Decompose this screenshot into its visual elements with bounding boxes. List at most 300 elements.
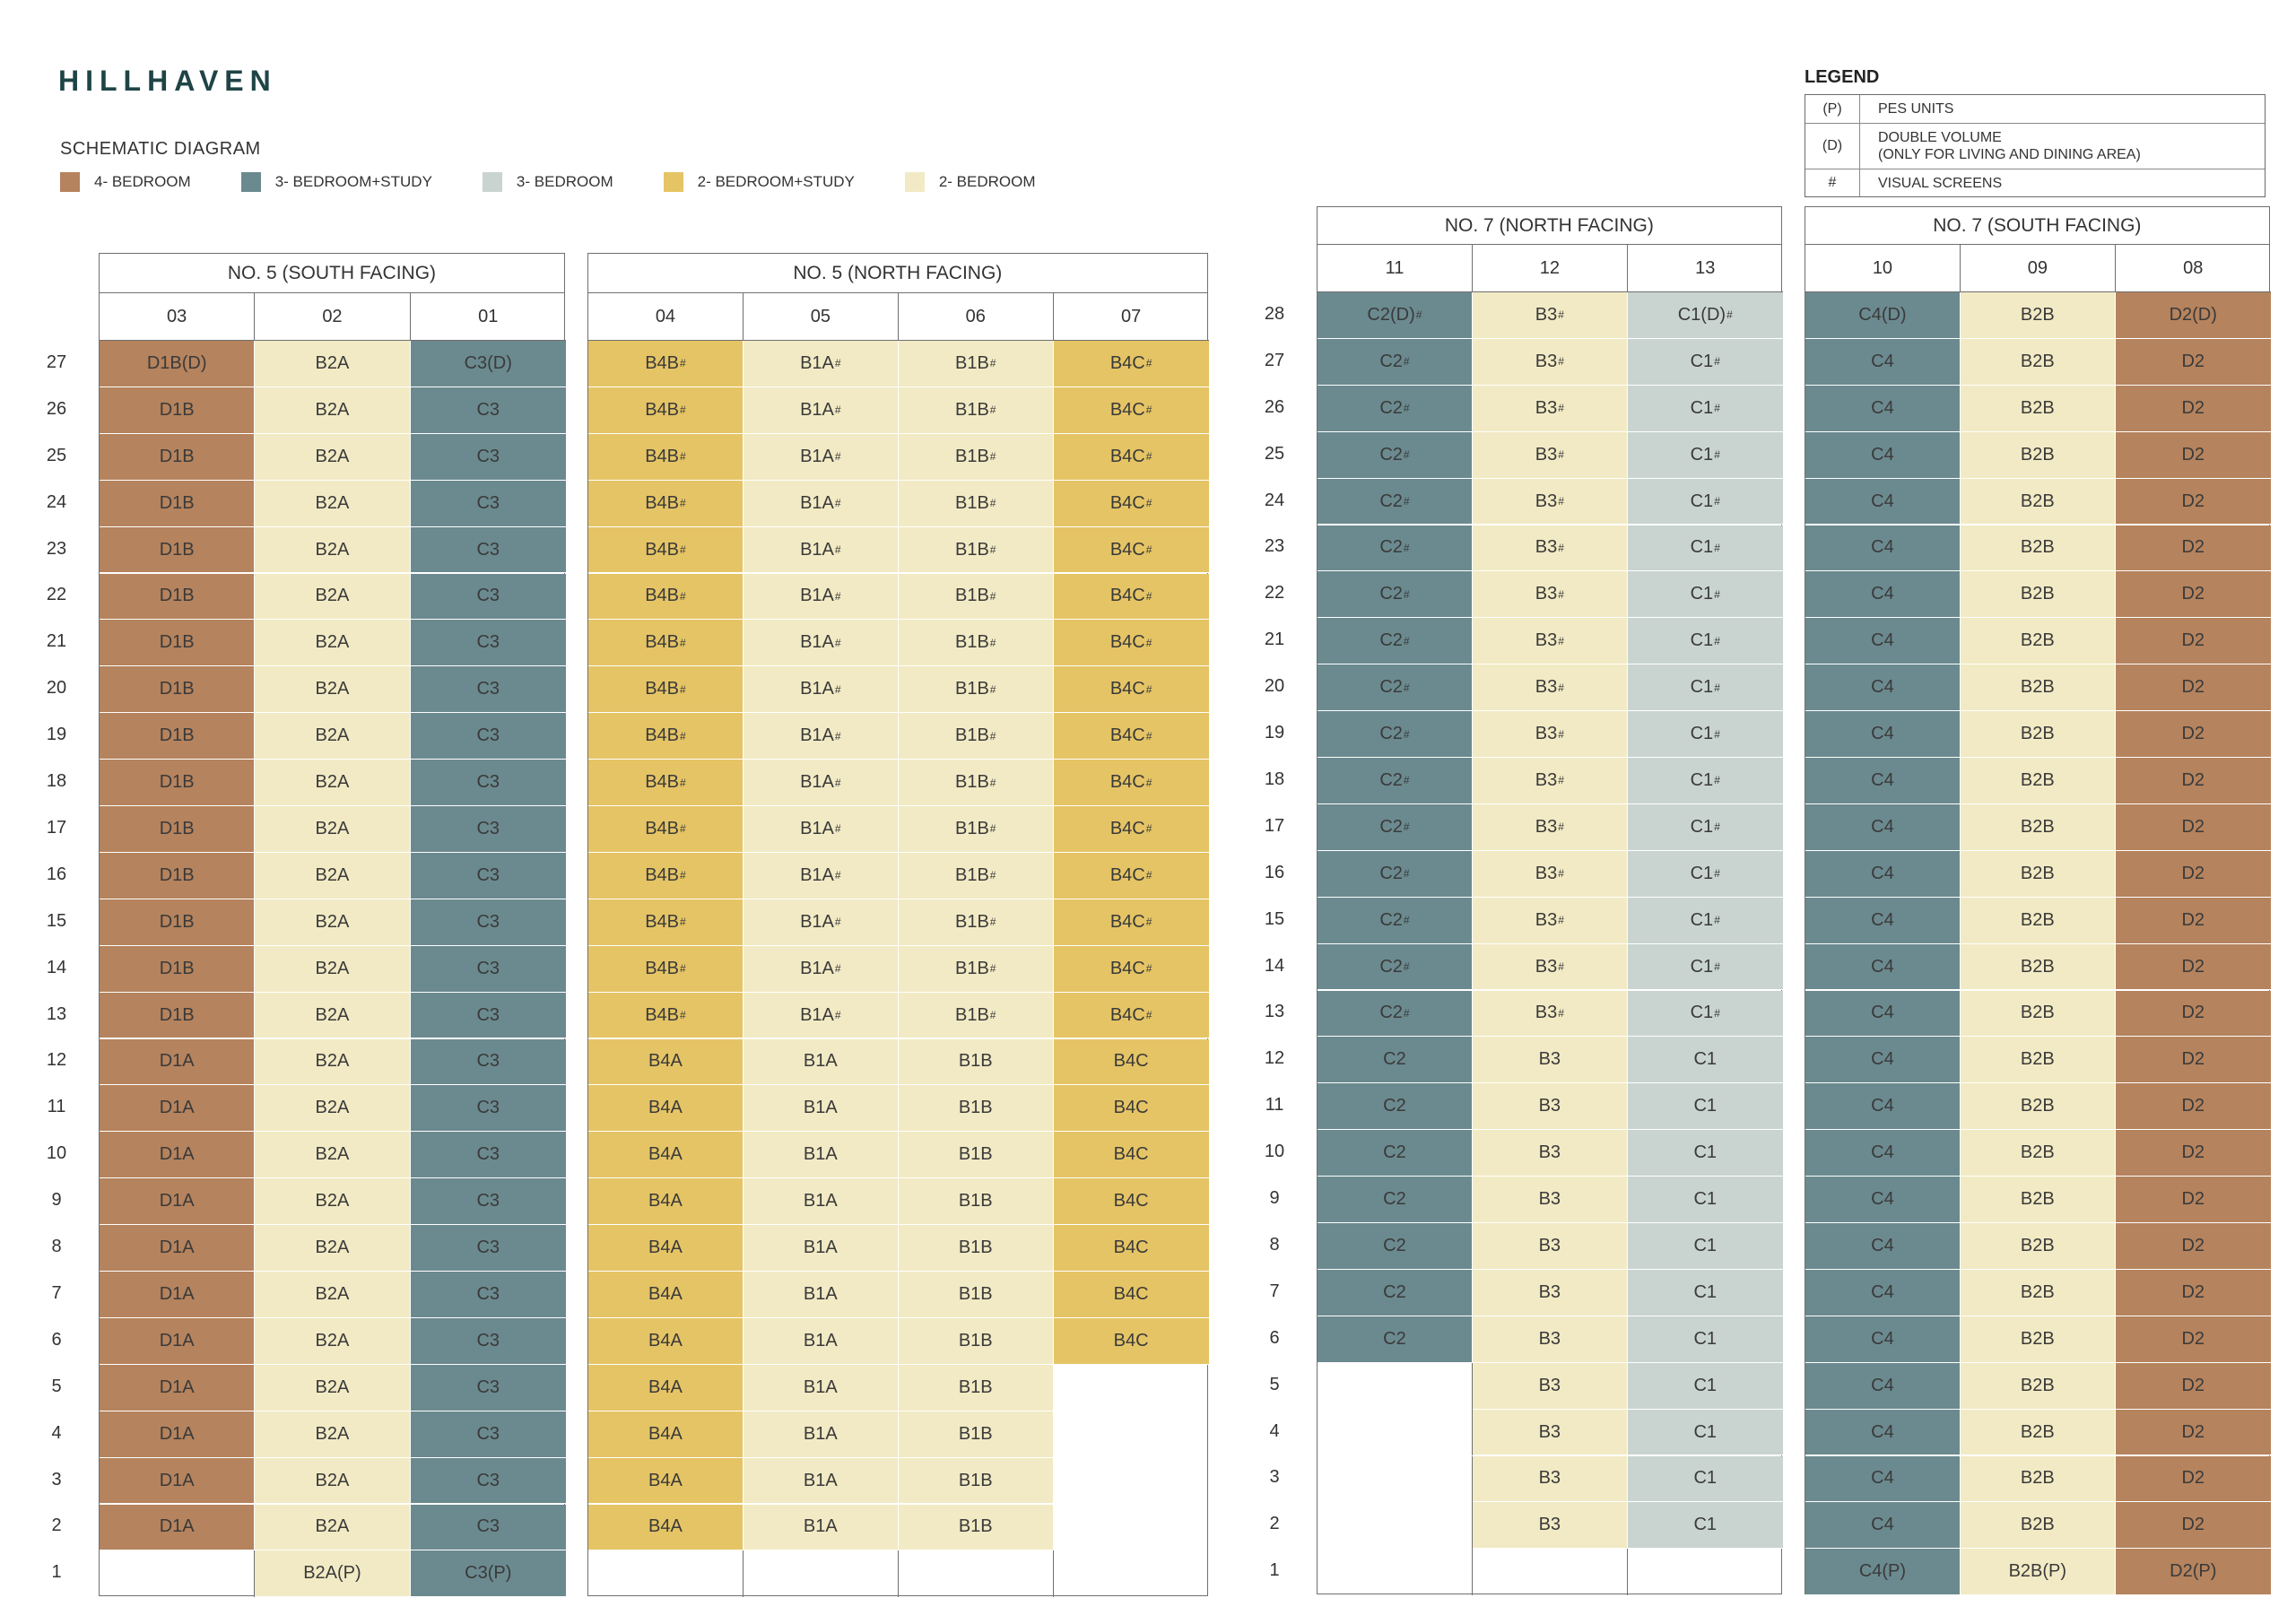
unit-cell: D1B <box>100 760 255 806</box>
unit-cell: B1B <box>899 1365 1054 1411</box>
tower-block-4 <box>1805 206 2270 1594</box>
unit-cell: B1A # <box>744 666 899 713</box>
unit-cell: D2 <box>2116 1177 2271 1223</box>
unit-cell: C3 <box>411 1225 566 1272</box>
unit-cell: D1B <box>100 713 255 760</box>
unit-cell: D2 <box>2116 898 2271 944</box>
unit-cell: B2B <box>1961 479 2116 525</box>
legend-swatch <box>664 172 683 192</box>
stack-header: 12 <box>1473 245 1628 292</box>
unit-cell: B3 # <box>1473 758 1628 804</box>
unit-cell: B2B <box>1961 386 2116 432</box>
floor-label: 23 <box>1264 536 1285 557</box>
floor-label: 5 <box>51 1376 62 1396</box>
unit-cell: D2 <box>2116 432 2271 479</box>
floor-label: 18 <box>46 771 67 792</box>
stack-header: 11 <box>1318 245 1473 292</box>
unit-cell: C3 <box>411 1458 566 1505</box>
unit-cell: C2 <box>1318 1037 1473 1083</box>
floor-label: 20 <box>46 678 67 699</box>
empty-cell <box>1318 1502 1473 1549</box>
floor-label: 10 <box>46 1143 67 1164</box>
legend-title: LEGEND <box>1805 67 1880 87</box>
unit-cell: B3 <box>1473 1083 1628 1130</box>
floor-label: 12 <box>1264 1048 1285 1069</box>
unit-cell: B4C <box>1054 1178 1209 1225</box>
unit-cell: D1B <box>100 899 255 946</box>
unit-cell: B2B <box>1961 571 2116 618</box>
unit-cell: B1A # <box>744 806 899 853</box>
unit-cell: B2A(P) <box>255 1550 410 1597</box>
unit-cell: B4B # <box>588 713 744 760</box>
unit-cell: D1A <box>100 1039 255 1086</box>
unit-cell: B1B # <box>899 527 1054 574</box>
legend-label: 2- BEDROOM+STUDY <box>697 173 855 190</box>
floor-label: 19 <box>46 725 67 745</box>
unit-cell: B4A <box>588 1411 744 1458</box>
unit-cell: C1 # <box>1628 571 1783 618</box>
unit-cell: D2 <box>2116 1083 2271 1130</box>
unit-cell: D2 <box>2116 851 2271 898</box>
floor-label: 26 <box>46 398 67 419</box>
stack-header: 05 <box>744 293 899 341</box>
unit-cell: D2 <box>2116 1130 2271 1177</box>
unit-cell: B3 # <box>1473 386 1628 432</box>
unit-cell: C4 <box>1805 711 1961 758</box>
unit-cell: B3 # <box>1473 525 1628 572</box>
unit-cell: C3 <box>411 1318 566 1365</box>
legend-description-line: DOUBLE VOLUME <box>1878 130 2002 145</box>
unit-cell: B2B <box>1961 1270 2116 1316</box>
unit-cell: B3 <box>1473 1502 1628 1549</box>
empty-cell <box>1054 1411 1209 1458</box>
floor-label: 1 <box>51 1562 62 1583</box>
empty-cell <box>1318 1410 1473 1456</box>
unit-cell: B1A <box>744 1458 899 1505</box>
unit-cell: B4C # <box>1054 341 1209 387</box>
unit-cell: D2 <box>2116 991 2271 1038</box>
unit-cell: B2B <box>1961 804 2116 851</box>
unit-cell: C3 <box>411 1272 566 1318</box>
unit-cell: B2A <box>255 574 410 621</box>
unit-cell: B2B <box>1961 991 2116 1038</box>
unit-cell: B2A <box>255 946 410 993</box>
unit-cell: B1B # <box>899 946 1054 993</box>
unit-cell: C3 <box>411 1365 566 1411</box>
unit-cell: B1A # <box>744 853 899 899</box>
unit-cell: B3 # <box>1473 898 1628 944</box>
unit-cell: C3 <box>411 1505 566 1551</box>
unit-cell: B4C <box>1054 1085 1209 1132</box>
unit-cell: D2 <box>2116 1502 2271 1549</box>
floor-label: 9 <box>51 1190 62 1211</box>
unit-cell: C4 <box>1805 898 1961 944</box>
unit-cell: B4B # <box>588 666 744 713</box>
unit-cell: C2(D) # <box>1318 292 1473 339</box>
empty-cell <box>1318 1456 1473 1503</box>
stack-header: 02 <box>255 293 410 341</box>
unit-cell: D2 <box>2116 1270 2271 1316</box>
empty-cell <box>1628 1549 1783 1595</box>
legend-description <box>1860 169 2265 196</box>
legend-item <box>241 172 432 192</box>
schematic-title: SCHEMATIC DIAGRAM <box>60 139 261 159</box>
floor-label: 15 <box>46 910 67 931</box>
unit-cell: C1 <box>1628 1410 1783 1456</box>
unit-cell: C1 <box>1628 1223 1783 1270</box>
empty-cell <box>899 1550 1054 1597</box>
stack-header: 07 <box>1054 293 1209 341</box>
unit-cell: B1B # <box>899 434 1054 481</box>
unit-cell: B1B <box>899 1132 1054 1178</box>
unit-cell: B4B # <box>588 620 744 666</box>
floor-label: 7 <box>51 1282 62 1303</box>
unit-cell: B2A <box>255 1272 410 1318</box>
legend-description-line: (ONLY FOR LIVING AND DINING AREA) <box>1878 147 2141 162</box>
unit-cell: C3 <box>411 434 566 481</box>
unit-cell: B1B <box>899 1411 1054 1458</box>
unit-cell: B4C <box>1054 1318 1209 1365</box>
unit-cell: C1 # <box>1628 386 1783 432</box>
floor-label: 17 <box>1264 815 1285 836</box>
unit-cell: C4 <box>1805 804 1961 851</box>
floor-label: 13 <box>1264 1002 1285 1022</box>
unit-cell: B3 # <box>1473 664 1628 711</box>
unit-cell: B4C # <box>1054 993 1209 1039</box>
empty-cell <box>1054 1365 1209 1411</box>
unit-cell: D1B <box>100 574 255 621</box>
unit-cell: B1A # <box>744 574 899 621</box>
unit-cell: D1B <box>100 993 255 1039</box>
floor-label: 3 <box>1269 1467 1280 1488</box>
unit-cell: C4 <box>1805 1177 1961 1223</box>
floor-label: 2 <box>1269 1514 1280 1534</box>
floor-label: 20 <box>1264 676 1285 697</box>
unit-cell: C1 # <box>1628 758 1783 804</box>
legend-description <box>1860 124 2265 169</box>
unit-cell: B1B # <box>899 620 1054 666</box>
unit-cell: B2B <box>1961 618 2116 664</box>
legend-item <box>664 172 855 192</box>
unit-cell: B4C <box>1054 1225 1209 1272</box>
unit-cell: C1 <box>1628 1316 1783 1363</box>
unit-cell: B2B <box>1961 1130 2116 1177</box>
unit-cell: B3 # <box>1473 618 1628 664</box>
unit-cell: D1A <box>100 1085 255 1132</box>
unit-cell: B4A <box>588 1085 744 1132</box>
unit-cell: D2 <box>2116 339 2271 386</box>
legend-swatch <box>241 172 261 192</box>
unit-cell: C1 # <box>1628 618 1783 664</box>
unit-cell: B2B <box>1961 711 2116 758</box>
unit-cell: D1B <box>100 527 255 574</box>
unit-cell: D2 <box>2116 804 2271 851</box>
floor-label: 10 <box>1264 1142 1285 1162</box>
legend-label: 3- BEDROOM+STUDY <box>274 173 432 190</box>
legend-description <box>1860 95 2265 123</box>
unit-cell: C4(D) <box>1805 292 1961 339</box>
unit-cell: C2 # <box>1318 758 1473 804</box>
brand-logo: HILLHAVEN <box>58 65 277 97</box>
unit-cell: B4C <box>1054 1039 1209 1086</box>
unit-cell: B2B <box>1961 339 2116 386</box>
unit-cell: B1B <box>899 1225 1054 1272</box>
legend-description-line: PES UNITS <box>1878 101 1954 117</box>
legend-label: 3- BEDROOM <box>516 173 613 190</box>
unit-cell: D1A <box>100 1458 255 1505</box>
unit-cell: B4B # <box>588 387 744 434</box>
unit-cell: B4C # <box>1054 481 1209 527</box>
floor-label: 12 <box>46 1050 67 1071</box>
unit-cell: B3 # <box>1473 339 1628 386</box>
unit-cell: C2 # <box>1318 991 1473 1038</box>
unit-cell: B1A # <box>744 760 899 806</box>
unit-cell: C2 # <box>1318 944 1473 991</box>
unit-cell: C4 <box>1805 1130 1961 1177</box>
unit-cell: B1A <box>744 1132 899 1178</box>
stack-header: 06 <box>899 293 1054 341</box>
unit-cell: B3 <box>1473 1410 1628 1456</box>
unit-cell: B1A # <box>744 993 899 1039</box>
unit-cell: B2B <box>1961 525 2116 572</box>
unit-cell: B4B # <box>588 481 744 527</box>
unit-cell: C4(P) <box>1805 1549 1961 1595</box>
unit-cell: B2B <box>1961 292 2116 339</box>
unit-cell: C2 <box>1318 1223 1473 1270</box>
unit-cell: C4 <box>1805 664 1961 711</box>
unit-cell: B2A <box>255 993 410 1039</box>
unit-cell: B4A <box>588 1365 744 1411</box>
unit-cell: C4 <box>1805 1270 1961 1316</box>
unit-cell: B2A <box>255 1178 410 1225</box>
floor-label: 2 <box>51 1515 62 1536</box>
legend-label: 2- BEDROOM <box>938 173 1036 190</box>
unit-cell: B3 <box>1473 1270 1628 1316</box>
unit-cell: C4 <box>1805 758 1961 804</box>
unit-cell: C3 <box>411 760 566 806</box>
block-title: NO. 7 (SOUTH FACING) <box>1805 207 2269 245</box>
unit-cell: D2(P) <box>2116 1549 2271 1595</box>
floor-label: 22 <box>1264 583 1285 604</box>
unit-cell: B2A <box>255 899 410 946</box>
unit-cell: D1A <box>100 1132 255 1178</box>
unit-cell: D2(D) <box>2116 292 2271 339</box>
floor-label: 4 <box>51 1422 62 1443</box>
unit-cell: D1B <box>100 853 255 899</box>
unit-cell: B1A <box>744 1039 899 1086</box>
unit-cell: D1B(D) <box>100 341 255 387</box>
unit-cell: B1B # <box>899 341 1054 387</box>
floor-label: 14 <box>1264 955 1285 976</box>
unit-cell: B2A <box>255 527 410 574</box>
unit-cell: B2A <box>255 1365 410 1411</box>
floor-label: 11 <box>1265 1095 1284 1116</box>
stack-header: 09 <box>1961 245 2116 292</box>
unit-cell: B1A <box>744 1505 899 1551</box>
floor-label: 9 <box>1269 1188 1280 1209</box>
unit-cell: B1A # <box>744 527 899 574</box>
unit-cell: B2B <box>1961 432 2116 479</box>
unit-cell: C3 <box>411 899 566 946</box>
unit-cell: B4B # <box>588 853 744 899</box>
unit-cell: C3 <box>411 853 566 899</box>
legend-description-line: VISUAL SCREENS <box>1878 175 2003 191</box>
floor-label: 13 <box>46 1003 67 1024</box>
unit-cell: D1A <box>100 1272 255 1318</box>
floor-label: 19 <box>1264 723 1285 743</box>
legend-code: (D) <box>1805 124 1860 169</box>
unit-cell: B4C # <box>1054 620 1209 666</box>
floor-label: 11 <box>47 1097 66 1117</box>
unit-cell: B1A <box>744 1178 899 1225</box>
unit-cell: D2 <box>2116 618 2271 664</box>
unit-cell: C1 <box>1628 1363 1783 1410</box>
unit-cell: B2A <box>255 713 410 760</box>
unit-cell: B1B <box>899 1039 1054 1086</box>
legend-item <box>483 172 613 192</box>
floor-label: 6 <box>51 1329 62 1350</box>
unit-cell: C4 <box>1805 1316 1961 1363</box>
legend-row <box>1805 123 2265 169</box>
unit-cell: C1 # <box>1628 711 1783 758</box>
unit-cell: C3 <box>411 946 566 993</box>
unit-cell: C4 <box>1805 1456 1961 1503</box>
unit-cell: D2 <box>2116 711 2271 758</box>
unit-cell: B1A <box>744 1085 899 1132</box>
legend-swatch <box>905 172 925 192</box>
unit-cell: C2 # <box>1318 432 1473 479</box>
floor-label: 21 <box>1264 630 1285 650</box>
unit-cell: B2A <box>255 387 410 434</box>
unit-cell: D2 <box>2116 1456 2271 1503</box>
legend-table <box>1805 94 2266 197</box>
unit-cell: B2A <box>255 853 410 899</box>
unit-cell: B1A <box>744 1272 899 1318</box>
unit-cell: C2 <box>1318 1130 1473 1177</box>
unit-cell: B4C # <box>1054 713 1209 760</box>
block-title: NO. 7 (NORTH FACING) <box>1318 207 1781 245</box>
unit-cell: C3 <box>411 574 566 621</box>
unit-cell: B4A <box>588 1178 744 1225</box>
unit-cell: D1B <box>100 387 255 434</box>
unit-type-legend <box>60 172 1086 192</box>
floor-label: 16 <box>46 864 67 884</box>
unit-cell: B4B # <box>588 946 744 993</box>
unit-cell: B4A <box>588 1039 744 1086</box>
unit-cell: B4C # <box>1054 574 1209 621</box>
unit-cell: B1B # <box>899 666 1054 713</box>
unit-cell: D1B <box>100 620 255 666</box>
floor-label: 17 <box>46 817 67 838</box>
unit-cell: C3 <box>411 993 566 1039</box>
floor-label: 4 <box>1269 1420 1280 1441</box>
unit-cell: B4B # <box>588 527 744 574</box>
unit-cell: D1B <box>100 666 255 713</box>
unit-cell: C4 <box>1805 1223 1961 1270</box>
unit-cell: B2B <box>1961 1502 2116 1549</box>
unit-cell: B4C # <box>1054 666 1209 713</box>
unit-cell: C4 <box>1805 386 1961 432</box>
unit-cell: C3(P) <box>411 1550 566 1597</box>
unit-cell: B2B <box>1961 1456 2116 1503</box>
unit-cell: B3 # <box>1473 479 1628 525</box>
unit-cell: C3 <box>411 1085 566 1132</box>
unit-cell: B4A <box>588 1225 744 1272</box>
unit-cell: B1B # <box>899 760 1054 806</box>
unit-cell: C4 <box>1805 944 1961 991</box>
unit-cell: C3 <box>411 713 566 760</box>
unit-cell: B1B # <box>899 713 1054 760</box>
unit-cell: B1A # <box>744 387 899 434</box>
unit-cell: C2 # <box>1318 804 1473 851</box>
unit-cell: B1A <box>744 1225 899 1272</box>
unit-cell: B2B(P) <box>1961 1549 2116 1595</box>
unit-cell: B1A # <box>744 341 899 387</box>
unit-cell: C3 <box>411 666 566 713</box>
unit-cell: C3 <box>411 1039 566 1086</box>
unit-cell: B4C # <box>1054 387 1209 434</box>
unit-cell: B4B # <box>588 760 744 806</box>
unit-cell: B3 # <box>1473 991 1628 1038</box>
unit-cell: B1A # <box>744 434 899 481</box>
unit-cell: D1A <box>100 1365 255 1411</box>
unit-cell: C2 # <box>1318 664 1473 711</box>
unit-cell: B2B <box>1961 1223 2116 1270</box>
floor-label: 22 <box>46 585 67 605</box>
stack-header: 03 <box>100 293 255 341</box>
unit-cell: B2A <box>255 1505 410 1551</box>
unit-cell: C1 # <box>1628 339 1783 386</box>
unit-cell: D1A <box>100 1318 255 1365</box>
unit-cell: B3 <box>1473 1223 1628 1270</box>
unit-cell: B3 # <box>1473 851 1628 898</box>
unit-cell: D1B <box>100 434 255 481</box>
unit-cell: B1B <box>899 1178 1054 1225</box>
unit-cell: B1A <box>744 1365 899 1411</box>
unit-cell: B2A <box>255 1318 410 1365</box>
unit-cell: C1(D) # <box>1628 292 1783 339</box>
unit-cell: B2B <box>1961 758 2116 804</box>
unit-cell: B1B # <box>899 899 1054 946</box>
unit-cell: B4A <box>588 1505 744 1551</box>
unit-cell: B2A <box>255 434 410 481</box>
unit-cell: B1B <box>899 1085 1054 1132</box>
floor-label: 6 <box>1269 1327 1280 1348</box>
unit-cell: C4 <box>1805 1037 1961 1083</box>
unit-cell: C3 <box>411 527 566 574</box>
unit-cell: B3 # <box>1473 292 1628 339</box>
unit-cell: D2 <box>2116 664 2271 711</box>
unit-cell: B1B <box>899 1505 1054 1551</box>
unit-cell: B2A <box>255 1411 410 1458</box>
unit-cell: B2A <box>255 1039 410 1086</box>
unit-cell: D2 <box>2116 571 2271 618</box>
unit-cell: D2 <box>2116 1410 2271 1456</box>
unit-cell: D2 <box>2116 1363 2271 1410</box>
unit-cell: C1 # <box>1628 898 1783 944</box>
unit-cell: C4 <box>1805 339 1961 386</box>
unit-cell: B4C # <box>1054 527 1209 574</box>
unit-cell: B4C # <box>1054 806 1209 853</box>
floor-label: 1 <box>1269 1560 1280 1581</box>
unit-cell: B4B # <box>588 341 744 387</box>
unit-cell: D1A <box>100 1505 255 1551</box>
unit-cell: B2A <box>255 1458 410 1505</box>
unit-cell: B1B <box>899 1272 1054 1318</box>
legend-label: 4- BEDROOM <box>94 173 191 190</box>
unit-cell: C4 <box>1805 1502 1961 1549</box>
unit-cell: B2B <box>1961 1037 2116 1083</box>
